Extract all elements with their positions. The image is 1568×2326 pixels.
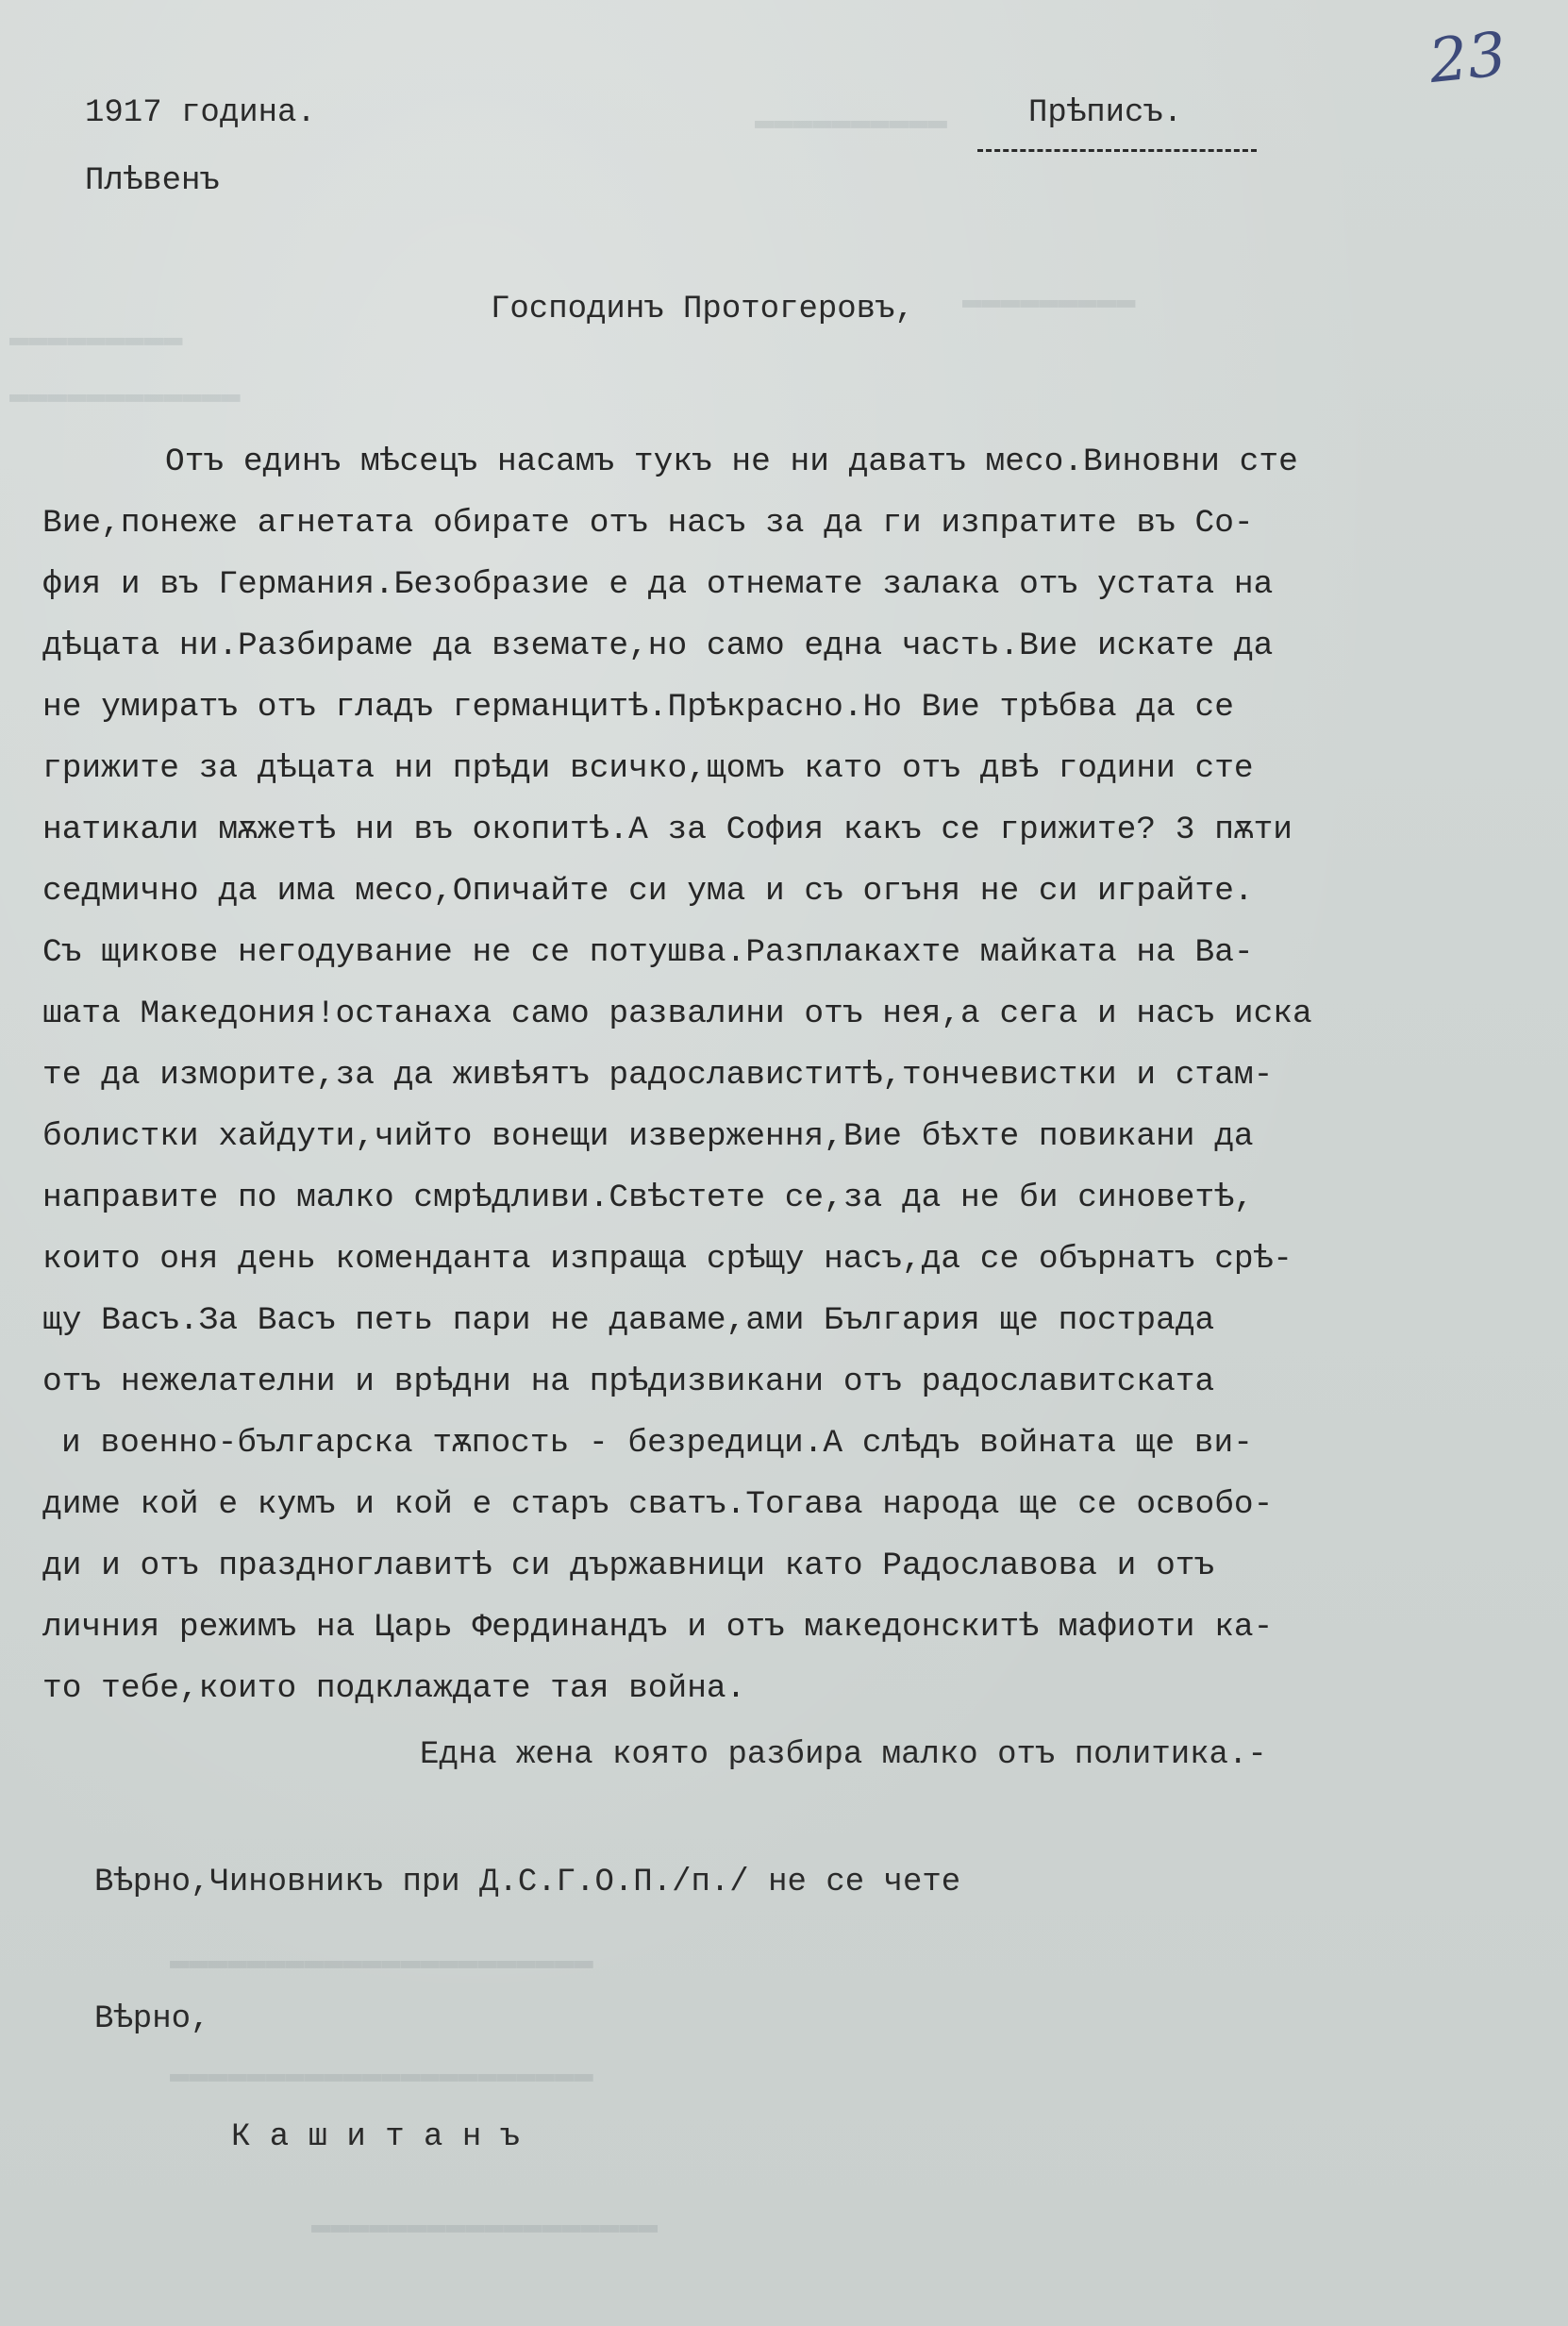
body-line: щу Васъ.За Васъ петь пари не даваме,ами България ще пострада <box>42 1302 1215 1339</box>
bleed-through-texture: ▬▬▬▬▬▬▬▬▬ <box>962 283 1136 319</box>
body-line: диме кой е кумъ и кой е старъ сватъ.Тогава народа ще се освобо- <box>42 1486 1274 1523</box>
body-line: Вие,понеже агнетата обирате отъ насъ за да ги изпратите въ Со- <box>42 505 1254 542</box>
signer-name: К а ш и т а н ъ <box>231 2119 521 2155</box>
certification-line: Вѣрно,Чиновникъ при Д.С.Г.О.П./п./ не се чете <box>94 1865 961 1900</box>
body-line: Отъ единъ мѣсецъ насамъ тукъ не ни даватъ месо.Виновни сте <box>165 443 1298 480</box>
header-place: Плѣвенъ <box>85 163 220 199</box>
salutation: Господинъ Протогеровъ, <box>491 292 914 327</box>
body-line: отъ нежелателни и врѣдни на прѣдизвикани отъ радославитската <box>42 1364 1215 1400</box>
body-line: които оня день коменданта изпраща срѣщу насъ,да се обърнатъ срѣ- <box>42 1241 1293 1278</box>
body-line: седмично да има месо,Опичайте си ума и съ огъня не си играйте. <box>42 873 1254 910</box>
body-line: дѣцата ни.Разбираме да вземате,но само една часть.Вие искате да <box>42 628 1274 664</box>
body-line: направите по малко смрѣдливи.Свѣстете се,за да не би синоветѣ, <box>42 1180 1254 1216</box>
document-title: Прѣписъ. <box>1028 95 1183 131</box>
body-line: ди и отъ праздноглавитѣ си държавници като Радославова и отъ <box>42 1548 1215 1584</box>
body-line: то тебе,които подклаждате тая война. <box>42 1670 746 1707</box>
body-line: и военно-българска тѫпость - безредици.А слѣдъ войната ще ви- <box>61 1425 1253 1462</box>
bleed-through-texture: ▬▬▬▬▬▬▬▬▬ <box>9 321 183 357</box>
title-underline <box>977 149 1257 152</box>
body-line: личния режимъ на Царь Фердинандъ и отъ македонскитѣ мафиоти ка- <box>42 1609 1274 1646</box>
letter-signature: Една жена която разбира малко отъ политика.- <box>420 1737 1267 1773</box>
bleed-through-texture: ▬▬▬▬▬▬▬▬▬▬ <box>755 104 948 140</box>
bleed-through-texture: ▬▬▬▬▬▬▬▬▬▬▬▬▬▬▬▬▬▬ <box>311 2208 659 2244</box>
body-line: фия и въ Германия.Безобразие е да отнемате залака отъ устата на <box>42 566 1274 603</box>
header-year: 1917 година. <box>85 95 316 131</box>
body-line: болистки хайдути,чийто вонещи изверження,Вие бѣхте повикани да <box>42 1118 1254 1155</box>
bleed-through-texture: ▬▬▬▬▬▬▬▬▬▬▬▬▬▬▬▬▬▬▬▬▬▬ <box>170 2057 593 2093</box>
body-line: те да изморите,за да живѣятъ радославиститѣ,тончевистки и стам- <box>42 1057 1274 1094</box>
page-number: 23 <box>1426 19 1510 98</box>
bleed-through-texture: ▬▬▬▬▬▬▬▬▬▬▬▬▬▬▬▬▬▬▬▬▬▬ <box>170 1944 593 1980</box>
body-line: Съ щикове негодувание не се потушва.Разплакахте майката на Ва- <box>42 934 1254 971</box>
body-line: грижите за дѣцата ни прѣди всичко,щомъ като отъ двѣ години сте <box>42 750 1254 787</box>
body-line: не умиратъ отъ гладъ германцитѣ.Прѣкрасно.Но Вие трѣбва да се <box>42 689 1234 726</box>
body-line: шата Македония!останаха само развалини отъ нея,а сега и насъ иска <box>42 996 1312 1032</box>
bleed-through-texture: ▬▬▬▬▬▬▬▬▬▬▬▬ <box>9 377 241 413</box>
body-line: натикали мѫжетѣ ни въ окопитѣ.А за София какъ се грижите? 3 пѫти <box>42 812 1293 848</box>
closing-line: Вѣрно, <box>94 2001 210 2037</box>
